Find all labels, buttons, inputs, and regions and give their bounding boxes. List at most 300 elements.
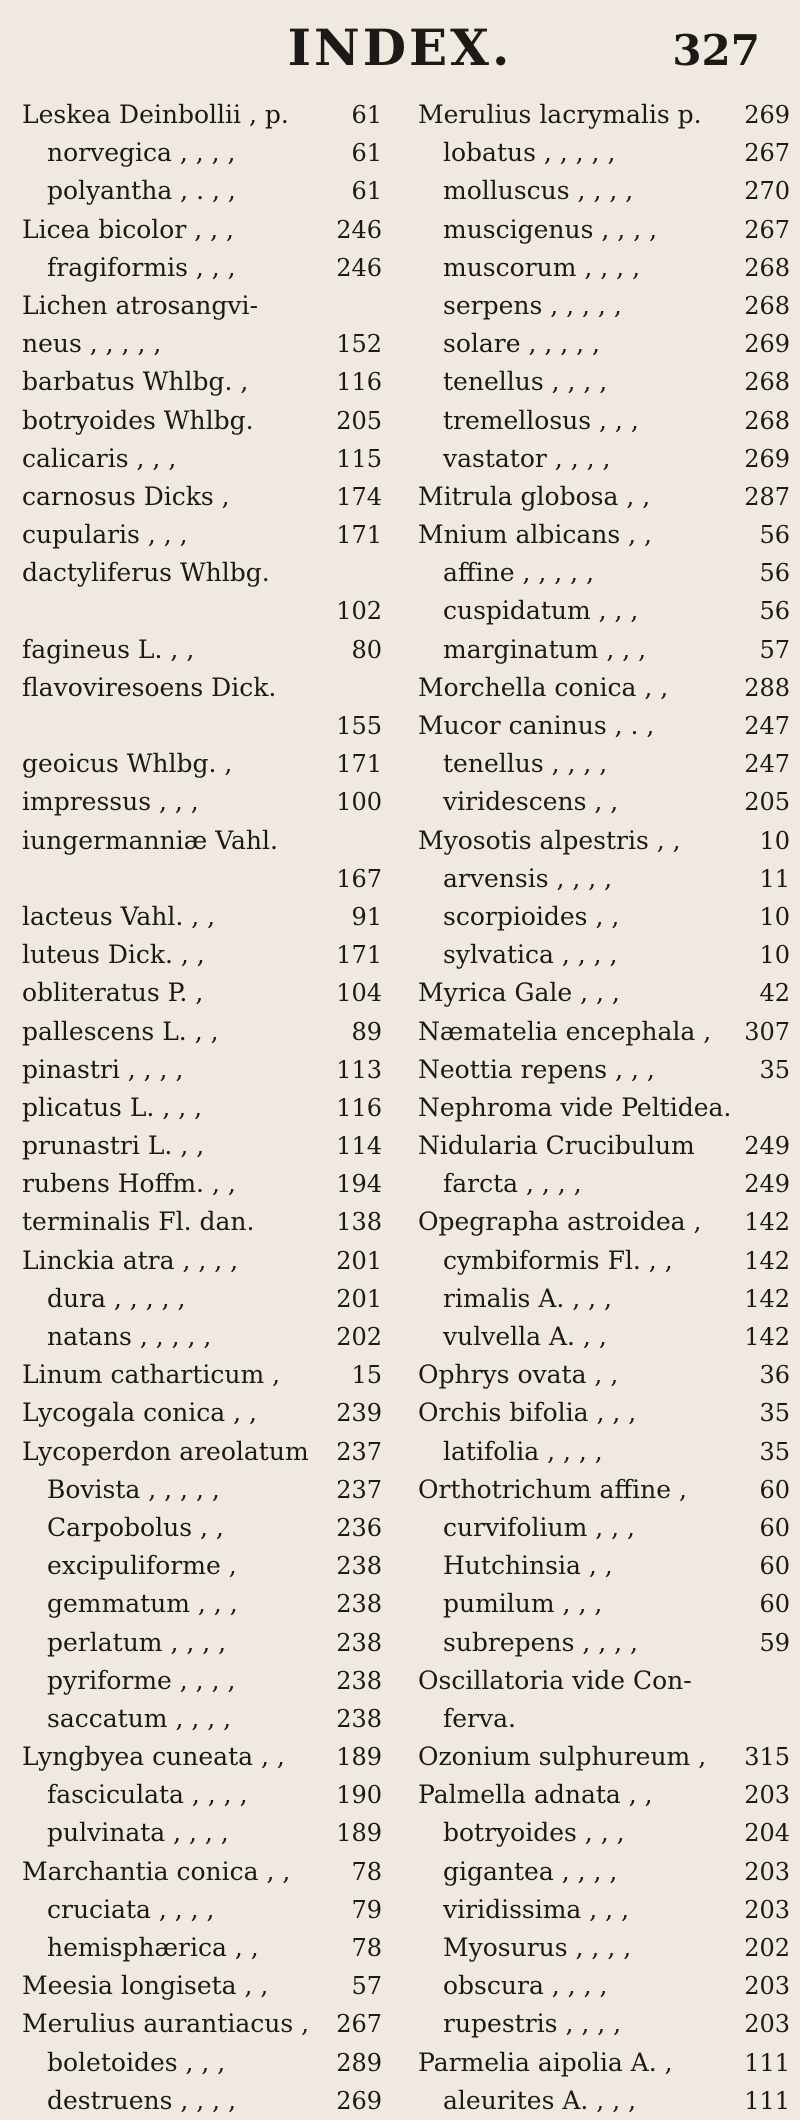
index-entry-page: 116 xyxy=(336,368,382,397)
index-entry-page: 238 xyxy=(336,1552,382,1581)
index-entry xyxy=(22,211,382,249)
index-entry-name: viridissima , , , xyxy=(443,1894,630,1924)
index-entry xyxy=(22,707,382,745)
index-entry-name: Lycogala conica , , xyxy=(22,1398,257,1428)
index-entry-page: 203 xyxy=(744,1781,790,1810)
index-entry xyxy=(22,1662,382,1700)
index-entry-page: 11 xyxy=(759,864,790,893)
index-entry-name: Mucor caninus , . , xyxy=(418,711,655,740)
index-entry-page: 35 xyxy=(759,1055,790,1084)
index-entry-page: 171 xyxy=(336,750,382,779)
index-entry xyxy=(418,745,790,783)
index-entry-page: 287 xyxy=(744,482,790,511)
index-entry-name: Leskea Deinbollii , p. xyxy=(22,100,289,129)
index-entry-page: 288 xyxy=(744,673,790,702)
index-entry-name: dactyliferus Whlbg. xyxy=(22,558,270,588)
index-entry xyxy=(22,1318,382,1356)
index-entry xyxy=(418,249,790,287)
index-entry-page: 238 xyxy=(336,1704,382,1733)
index-entry-page: 267 xyxy=(336,2010,382,2039)
index-entry-name: pulvinata , , , , xyxy=(47,1818,229,1848)
index-entry-page: 205 xyxy=(336,406,382,435)
index-entry-name: sylvatica , , , , xyxy=(443,940,618,970)
index-entry-page: 203 xyxy=(744,1972,790,2001)
index-entry-page: 104 xyxy=(336,979,382,1008)
index-entry xyxy=(22,1700,382,1738)
index-entry xyxy=(22,1471,382,1509)
index-entry xyxy=(418,1738,790,1776)
index-entry xyxy=(22,440,382,478)
index-entry-page: 194 xyxy=(336,1170,382,1199)
index-entry xyxy=(22,402,382,440)
index-entry-page: 202 xyxy=(744,1934,790,1962)
index-entry xyxy=(22,860,382,898)
index-entry-page: 111 xyxy=(744,2086,790,2115)
index-entry xyxy=(22,1929,382,1967)
index-entry-name: terminalis Fl. dan. xyxy=(22,1207,255,1237)
index-entry-page: 138 xyxy=(336,1208,382,1237)
index-entry xyxy=(418,2082,790,2120)
index-entry-name: curvifolium , , , xyxy=(443,1512,635,1542)
index-entry xyxy=(22,363,382,401)
index-entry-name: latifolia , , , , xyxy=(443,1436,603,1466)
index-entry xyxy=(418,1318,790,1356)
index-entry-page: 116 xyxy=(336,1093,382,1122)
index-entry-page: 155 xyxy=(336,712,382,740)
index-entry xyxy=(418,440,790,478)
index-entry xyxy=(418,134,790,172)
index-entry xyxy=(22,1242,382,1280)
index-entry xyxy=(418,1891,790,1929)
index-entry-name: tenellus , , , , xyxy=(443,367,608,397)
index-entry-page: 60 xyxy=(759,1552,790,1581)
index-entry-name: Lycoperdon areolatum xyxy=(22,1436,309,1466)
index-entry-name: Neottia repens , , , xyxy=(418,1054,655,1084)
index-entry-name: farcta , , , , xyxy=(443,1169,582,1199)
index-entry xyxy=(418,936,790,974)
index-entry-name: gigantea , , , , xyxy=(443,1856,618,1886)
index-entry-name: Parmelia aipolia A. , xyxy=(418,2047,673,2077)
index-entry-name: calicaris , , , xyxy=(22,443,177,473)
index-entry-page: 268 xyxy=(744,406,790,435)
index-entry xyxy=(418,822,790,860)
index-entry-name: pyriforme , , , , xyxy=(47,1665,236,1695)
index-entry-page: 61 xyxy=(351,101,382,129)
index-entry-name: Licea bicolor , , , xyxy=(22,214,234,244)
index-entry xyxy=(418,554,790,592)
index-entry-page: 142 xyxy=(744,1208,790,1237)
index-entry-name: subrepens , , , , xyxy=(443,1627,638,1657)
index-entry-name: prunastri L. , , xyxy=(22,1131,205,1161)
index-entry xyxy=(22,287,382,325)
index-entry-page: 289 xyxy=(336,2048,382,2077)
index-entry-name: Myrica Gale , , , xyxy=(418,978,620,1008)
index-entry-name: carnosus Dicks , xyxy=(22,481,230,511)
index-entry-name: boletoides , , , xyxy=(47,2047,226,2077)
index-entry xyxy=(418,402,790,440)
index-entry-name: impressus , , , xyxy=(22,787,199,817)
index-entry-name: muscorum , , , , xyxy=(443,252,641,282)
index-entry-page: 56 xyxy=(759,521,790,550)
index-entry-name: Hutchinsia , , xyxy=(443,1551,613,1581)
index-entry-page: 57 xyxy=(759,635,790,664)
index-entry xyxy=(22,2005,382,2043)
index-entry xyxy=(418,1433,790,1471)
index-entry-name: obliteratus P. , xyxy=(22,978,204,1008)
index-entry-page: 35 xyxy=(759,1399,790,1428)
index-entry-name: serpens , , , , , xyxy=(443,290,622,320)
index-entry xyxy=(22,1967,382,2005)
index-entry-name: aleurites A. , , , xyxy=(443,2085,637,2115)
index-entry xyxy=(22,783,382,821)
index-column-right xyxy=(418,96,790,2120)
index-entry-name: Myosurus , , , , xyxy=(443,1933,632,1962)
index-entry-page: 268 xyxy=(744,253,790,282)
index-entry xyxy=(418,974,790,1012)
index-entry-page: 91 xyxy=(351,902,382,931)
index-entry-page: 268 xyxy=(744,291,790,320)
index-entry xyxy=(22,1280,382,1318)
index-entry xyxy=(418,287,790,325)
index-entry-name: vastator , , , , xyxy=(443,443,611,473)
index-entry-name: Merulius aurantiacus , xyxy=(22,2009,310,2039)
index-entry-name: saccatum , , , , xyxy=(47,1703,232,1733)
index-entry-page: 203 xyxy=(744,1857,790,1886)
index-entry xyxy=(418,860,790,898)
index-entry-name: Marchantia conica , , xyxy=(22,1856,291,1886)
index-entry xyxy=(22,2044,382,2082)
index-entry-page: 89 xyxy=(351,1017,382,1046)
index-entry xyxy=(418,211,790,249)
index-entry-name: polyantha , . , , xyxy=(47,176,236,206)
index-entry-name: Linum catharticum , xyxy=(22,1360,281,1390)
index-entry-name: molluscus , , , , xyxy=(443,176,634,206)
index-entry-name: marginatum , , , xyxy=(443,634,647,664)
index-entry-name: pinastri , , , , xyxy=(22,1054,184,1084)
index-entry xyxy=(418,669,790,707)
index-entry-page: 171 xyxy=(336,941,382,970)
index-entry-page: 114 xyxy=(336,1132,382,1161)
index-entry xyxy=(418,1776,790,1814)
index-entry-page: 61 xyxy=(351,177,382,206)
index-entry-page: 113 xyxy=(336,1055,382,1084)
index-entry-name: excipuliforme , xyxy=(47,1551,237,1581)
index-entry xyxy=(418,1013,790,1051)
index-entry-page: 247 xyxy=(744,712,790,740)
index-entry xyxy=(22,1624,382,1662)
index-entry-page: 267 xyxy=(744,215,790,244)
index-entry-name: Merulius lacrymalis p. xyxy=(418,100,702,129)
index-entry xyxy=(418,707,790,745)
index-entry-page: 201 xyxy=(336,1284,382,1313)
index-entry xyxy=(418,898,790,936)
index-entry-page: 100 xyxy=(336,788,382,817)
index-entry-page: 269 xyxy=(744,101,790,129)
index-column-left xyxy=(22,96,382,2120)
index-entry-name: tenellus , , , , xyxy=(443,749,608,779)
index-entry-page: 307 xyxy=(744,1017,790,1046)
index-entry xyxy=(22,1165,382,1203)
index-entry-page: 239 xyxy=(336,1399,382,1428)
index-entry xyxy=(22,249,382,287)
index-entry-name: Bovista , , , , , xyxy=(47,1474,220,1504)
index-entry-name: norvegica , , , , xyxy=(47,138,236,168)
index-entry-page: 152 xyxy=(336,330,382,359)
index-entry-name: pumilum , , , xyxy=(443,1589,603,1619)
index-entry-name: botryoides , , , xyxy=(443,1818,625,1848)
index-entry xyxy=(22,936,382,974)
index-entry xyxy=(22,1013,382,1051)
index-entry-name: affine , , , , , xyxy=(443,558,595,588)
index-entry-page: 42 xyxy=(759,979,790,1008)
index-entry-name: dura , , , , , xyxy=(47,1283,186,1313)
index-entry xyxy=(22,974,382,1012)
index-entry xyxy=(418,172,790,210)
index-entry-name: fragiformis , , , xyxy=(47,252,236,282)
index-entry xyxy=(418,1089,790,1127)
index-entry-name: natans , , , , , xyxy=(47,1322,212,1351)
index-entry-name: Oscillatoria vide Con- xyxy=(418,1665,692,1695)
index-entry xyxy=(22,1547,382,1585)
index-entry-name: lobatus , , , , , xyxy=(443,138,616,168)
index-entry xyxy=(418,1051,790,1089)
index-entry-page: 56 xyxy=(759,559,790,588)
index-entry-page: 246 xyxy=(336,253,382,282)
index-entry xyxy=(418,631,790,669)
index-entry xyxy=(418,1356,790,1394)
index-entry xyxy=(418,1967,790,2005)
page-header xyxy=(0,18,800,88)
index-entry xyxy=(418,1624,790,1662)
index-entry-name: cuspidatum , , , xyxy=(443,596,639,626)
index-entry-name: Opegrapha astroidea , xyxy=(418,1207,702,1237)
index-entry-name: rubens Hoffm. , , xyxy=(22,1169,236,1199)
index-entry-name: scorpioides , , xyxy=(443,901,620,931)
index-entry xyxy=(418,478,790,516)
index-entry-page: 167 xyxy=(336,864,382,893)
index-entry-name: rimalis A. , , , xyxy=(443,1283,613,1313)
index-entry-name: Ozonium sulphureum , xyxy=(418,1742,707,1772)
index-entry xyxy=(22,592,382,630)
index-entry xyxy=(22,1433,382,1471)
index-entry-name: solare , , , , , xyxy=(443,329,600,359)
index-entry-page: 78 xyxy=(351,1934,382,1962)
index-entry-page: 56 xyxy=(759,597,790,626)
index-entry-name: Ophrys ovata , , xyxy=(418,1360,619,1390)
index-entry-page: 203 xyxy=(744,2010,790,2039)
index-entry xyxy=(418,592,790,630)
index-entry xyxy=(418,783,790,821)
index-entry-page: 238 xyxy=(336,1590,382,1619)
index-entry-name: ferva. xyxy=(443,1703,516,1733)
index-entry xyxy=(22,134,382,172)
index-entry-name: vulvella A. , , xyxy=(443,1322,607,1351)
page-title: INDEX. xyxy=(287,18,513,77)
index-entry-page: 249 xyxy=(744,1132,790,1161)
index-entry xyxy=(418,1203,790,1241)
index-entry-page: 10 xyxy=(759,902,790,931)
index-entry xyxy=(418,1394,790,1432)
index-entry xyxy=(418,516,790,554)
index-entry-page: 204 xyxy=(744,1819,790,1848)
index-entry-name: Lyngbyea cuneata , , xyxy=(22,1742,285,1772)
index-entry-page: 60 xyxy=(759,1590,790,1619)
index-entry-name: muscigenus , , , , xyxy=(443,214,658,244)
index-entry-name: cupularis , , , xyxy=(22,520,188,550)
index-entry-page: 61 xyxy=(351,139,382,168)
index-entry xyxy=(418,1662,790,1700)
index-entry-page: 269 xyxy=(744,444,790,473)
index-entry xyxy=(22,745,382,783)
index-entry-name: obscura , , , , xyxy=(443,1971,608,2001)
index-entry xyxy=(22,1814,382,1852)
index-entry-page: 269 xyxy=(336,2086,382,2115)
index-entry-name: viridescens , , xyxy=(443,787,619,817)
index-entry-page: 142 xyxy=(744,1284,790,1313)
index-entry-page: 247 xyxy=(744,750,790,779)
index-entry xyxy=(418,1471,790,1509)
index-entry xyxy=(22,1394,382,1432)
index-entry-name: Mnium albicans , , xyxy=(418,520,652,550)
index-entry xyxy=(22,516,382,554)
index-entry-page: 246 xyxy=(336,215,382,244)
index-entry-name: neus , , , , , xyxy=(22,329,162,359)
index-entry xyxy=(418,1853,790,1891)
index-entry xyxy=(22,1356,382,1394)
index-entry xyxy=(22,1891,382,1929)
index-entry xyxy=(418,1700,790,1738)
index-entry-name: barbatus Whlbg. , xyxy=(22,367,249,397)
index-entry-name: Myosotis alpestris , , xyxy=(418,825,681,855)
index-entry-name: Palmella adnata , , xyxy=(418,1780,653,1810)
index-entry xyxy=(22,172,382,210)
index-entry xyxy=(22,1776,382,1814)
index-entry-page: 171 xyxy=(336,521,382,550)
index-entry-page: 237 xyxy=(336,1475,382,1504)
index-entry-name: rupestris , , , , xyxy=(443,2009,622,2039)
index-entry xyxy=(418,1127,790,1165)
index-entry-page: 10 xyxy=(759,941,790,970)
index-entry xyxy=(22,554,382,592)
index-entry xyxy=(418,1280,790,1318)
index-entry-name: Nidularia Crucibulum xyxy=(418,1131,695,1161)
index-entry-page: 201 xyxy=(336,1246,382,1275)
index-entry-name: perlatum , , , , xyxy=(47,1627,227,1657)
index-entry-page: 238 xyxy=(336,1628,382,1657)
index-entry-name: tremellosus , , , xyxy=(443,405,639,435)
index-entry-name: flavoviresoens Dick. xyxy=(22,672,277,702)
index-entry-page: 10 xyxy=(759,826,790,855)
index-entry-page: 79 xyxy=(351,1895,382,1924)
index-entry-name: Orchis bifolia , , , xyxy=(418,1398,637,1428)
index-entry-page: 203 xyxy=(744,1895,790,1924)
index-entry-page: 237 xyxy=(336,1437,382,1466)
index-entry xyxy=(418,1929,790,1967)
index-entry xyxy=(22,898,382,936)
index-entry xyxy=(418,2005,790,2043)
index-entry-name: Carpobolus , , xyxy=(47,1512,224,1542)
index-entry-page: 142 xyxy=(744,1323,790,1351)
index-entry xyxy=(418,1585,790,1623)
index-entry-name: gemmatum , , , xyxy=(47,1589,238,1619)
index-entry-page: 205 xyxy=(744,788,790,817)
index-entry-page: 35 xyxy=(759,1437,790,1466)
index-entry-name: arvensis , , , , xyxy=(443,863,613,893)
index-entry xyxy=(418,96,790,134)
index-entry xyxy=(22,1853,382,1891)
index-entry xyxy=(418,1165,790,1203)
index-entry-name: geoicus Whlbg. , xyxy=(22,749,233,779)
index-entry-page: 189 xyxy=(336,1743,382,1772)
index-entry xyxy=(22,1585,382,1623)
index-entry-page: 189 xyxy=(336,1819,382,1848)
index-entry-page: 269 xyxy=(744,330,790,359)
index-entry-page: 78 xyxy=(351,1857,382,1886)
index-entry xyxy=(22,631,382,669)
index-entry xyxy=(22,1509,382,1547)
index-entry-name: cymbiformis Fl. , , xyxy=(443,1245,673,1275)
index-entry xyxy=(418,2044,790,2082)
index-entry-page: 142 xyxy=(744,1246,790,1275)
index-entry-name: Meesia longiseta , , xyxy=(22,1971,269,2001)
index-entry-name: fasciculata , , , , xyxy=(47,1780,248,1810)
index-entry-page: 57 xyxy=(351,1972,382,2001)
index-entry-name: pallescens L. , , xyxy=(22,1016,219,1046)
index-entry xyxy=(22,1051,382,1089)
index-entry-name: lacteus Vahl. , , xyxy=(22,901,216,931)
index-entry xyxy=(22,478,382,516)
index-entry-page: 238 xyxy=(336,1666,382,1695)
index-entry-page: 270 xyxy=(744,177,790,206)
index-entry-name: cruciata , , , , xyxy=(47,1894,215,1924)
index-entry-page: 315 xyxy=(744,1743,790,1772)
index-entry xyxy=(418,1547,790,1585)
index-entry-page: 190 xyxy=(336,1781,382,1810)
index-entry-name: luteus Dick. , , xyxy=(22,940,205,970)
index-entry-page: 60 xyxy=(759,1475,790,1504)
index-entry xyxy=(22,325,382,363)
index-entry-page: 80 xyxy=(351,635,382,664)
index-entry xyxy=(22,1127,382,1165)
index-entry-page: 249 xyxy=(744,1170,790,1199)
index-entry xyxy=(418,1814,790,1852)
index-entry xyxy=(22,1089,382,1127)
index-entry-name: Lichen atrosangvi- xyxy=(22,290,258,320)
index-entry-page: 202 xyxy=(336,1323,382,1351)
page-number: 327 xyxy=(672,26,760,75)
index-entry-page: 115 xyxy=(336,444,382,473)
index-entry-page: 15 xyxy=(351,1361,382,1390)
index-entry xyxy=(22,669,382,707)
index-entry-name: fagineus L. , , xyxy=(22,634,195,664)
index-entry xyxy=(22,1738,382,1776)
index-entry-page: 111 xyxy=(744,2048,790,2077)
index-entry xyxy=(22,96,382,134)
index-entry-name: plicatus L. , , , xyxy=(22,1092,203,1122)
index-entry-name: iungermanniæ Vahl. xyxy=(22,825,278,855)
index-entry-name: Orthotrichum affine , xyxy=(418,1474,687,1504)
index-entry-name: Næmatelia encephala , xyxy=(418,1016,712,1046)
index-entry-name: hemisphærica , , xyxy=(47,1933,259,1962)
index-entry-page: 267 xyxy=(744,139,790,168)
index-entry xyxy=(418,1509,790,1547)
index-entry-page: 268 xyxy=(744,368,790,397)
index-entry-page: 174 xyxy=(336,482,382,511)
index-entry xyxy=(22,822,382,860)
index-entry-name: Morchella conica , , xyxy=(418,672,669,702)
index-entry xyxy=(22,2082,382,2120)
index-entry-name: Mitrula globosa , , xyxy=(418,481,651,511)
